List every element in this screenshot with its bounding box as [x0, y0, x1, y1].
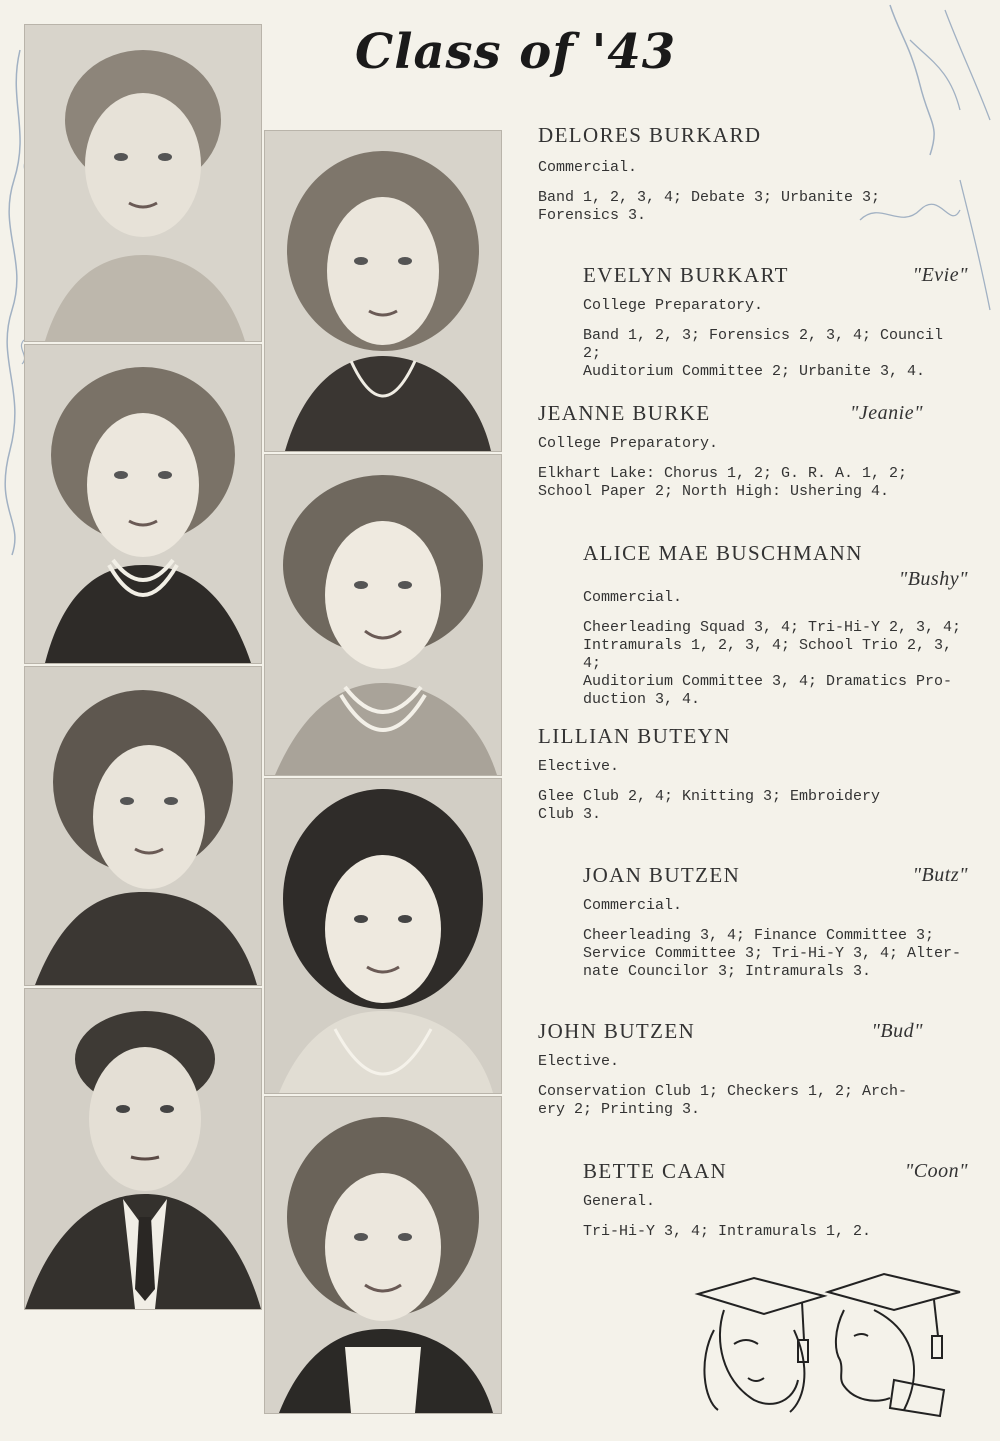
student-course: Commercial. — [583, 897, 683, 914]
portrait-image — [25, 667, 261, 985]
student-activities: Band 1, 2, 3, 4; Debate 3; Urbanite 3; Forensics 3. — [538, 189, 881, 224]
student-course: General. — [583, 1193, 656, 1210]
jeanne-burke-photo — [24, 344, 262, 664]
student-entry-alice-mae-buschmann — [583, 540, 968, 709]
student-activities: Elkhart Lake: Chorus 1, 2; G. R. A. 1, 2; School Paper 2; North High: Ushering 4. — [538, 465, 908, 500]
portrait-image — [265, 1097, 501, 1413]
student-course: College Preparatory. — [583, 297, 764, 314]
alice-mae-buschmann-photo — [264, 454, 502, 776]
student-course: Elective. — [538, 1053, 620, 1070]
student-entry-lillian-buteyn — [538, 723, 968, 824]
student-nickname: "Jeanie" — [850, 402, 923, 424]
portrait-image — [265, 779, 501, 1093]
student-name: EVELYN BURKART — [583, 263, 789, 287]
student-entry-joan-butzen — [583, 862, 968, 981]
student-name: JOHN BUTZEN — [538, 1019, 696, 1043]
student-activities: Cheerleading 3, 4; Finance Committee 3; Service Committee 3; Tri-Hi-Y 3, 4; Alter- nate Councilor 3; Intramurals 3. — [583, 927, 962, 980]
student-activities: Cheerleading Squad 3, 4; Tri-Hi-Y 2, 3, 4; Intramurals 1, 2, 3, 4; School Trio 2, 3, 4; Auditorium Committee 3, 4; Dramatics Pro- duction 3, 4. — [583, 619, 962, 708]
student-entry-john-butzen — [538, 1018, 923, 1119]
student-name: ALICE MAE BUSCHMANN — [583, 541, 863, 565]
student-entry-jeanne-burke — [538, 400, 923, 501]
student-activities: Band 1, 2, 3; Forensics 2, 3, 4; Council 2; Auditorium Committee 2; Urbanite 3, 4. — [583, 327, 944, 380]
student-name: BETTE CAAN — [583, 1159, 728, 1183]
evelyn-burkart-photo — [264, 130, 502, 452]
student-activities: Tri-Hi-Y 3, 4; Intramurals 1, 2. — [583, 1223, 872, 1240]
portrait-image — [265, 455, 501, 775]
student-course: Commercial. — [538, 159, 638, 176]
john-butzen-photo — [24, 988, 262, 1310]
lillian-buteyn-photo — [24, 666, 262, 986]
student-entry-delores-burkard — [538, 122, 968, 225]
student-nickname: "Evie" — [912, 264, 968, 286]
student-activities: Conservation Club 1; Checkers 1, 2; Arch- ery 2; Printing 3. — [538, 1083, 908, 1118]
student-nickname: "Butz" — [912, 864, 968, 886]
student-course: Commercial. — [583, 589, 683, 606]
portrait-image — [25, 345, 261, 663]
student-name: JEANNE BURKE — [538, 401, 711, 425]
student-entry-bette-caan — [583, 1158, 968, 1241]
student-name: DELORES BURKARD — [538, 123, 762, 147]
student-activities: Glee Club 2, 4; Knitting 3; Embroidery Club 3. — [538, 788, 881, 823]
graduates-sketch-illustration — [694, 1270, 964, 1420]
bette-caan-photo — [264, 1096, 502, 1414]
page-title: Class of '43 — [355, 24, 677, 80]
portrait-image — [265, 131, 501, 451]
joan-butzen-photo — [264, 778, 502, 1094]
portrait-image — [25, 25, 261, 341]
student-entry-evelyn-burkart — [583, 262, 968, 381]
delores-burkard-photo — [24, 24, 262, 342]
student-course: College Preparatory. — [538, 435, 719, 452]
student-name: LILLIAN BUTEYN — [538, 724, 731, 748]
student-nickname: "Bud" — [871, 1020, 923, 1042]
portrait-image — [25, 989, 261, 1309]
student-course: Elective. — [538, 758, 620, 775]
student-nickname: "Coon" — [904, 1160, 968, 1182]
student-nickname: "Bushy" — [898, 568, 968, 590]
student-name: JOAN BUTZEN — [583, 863, 741, 887]
